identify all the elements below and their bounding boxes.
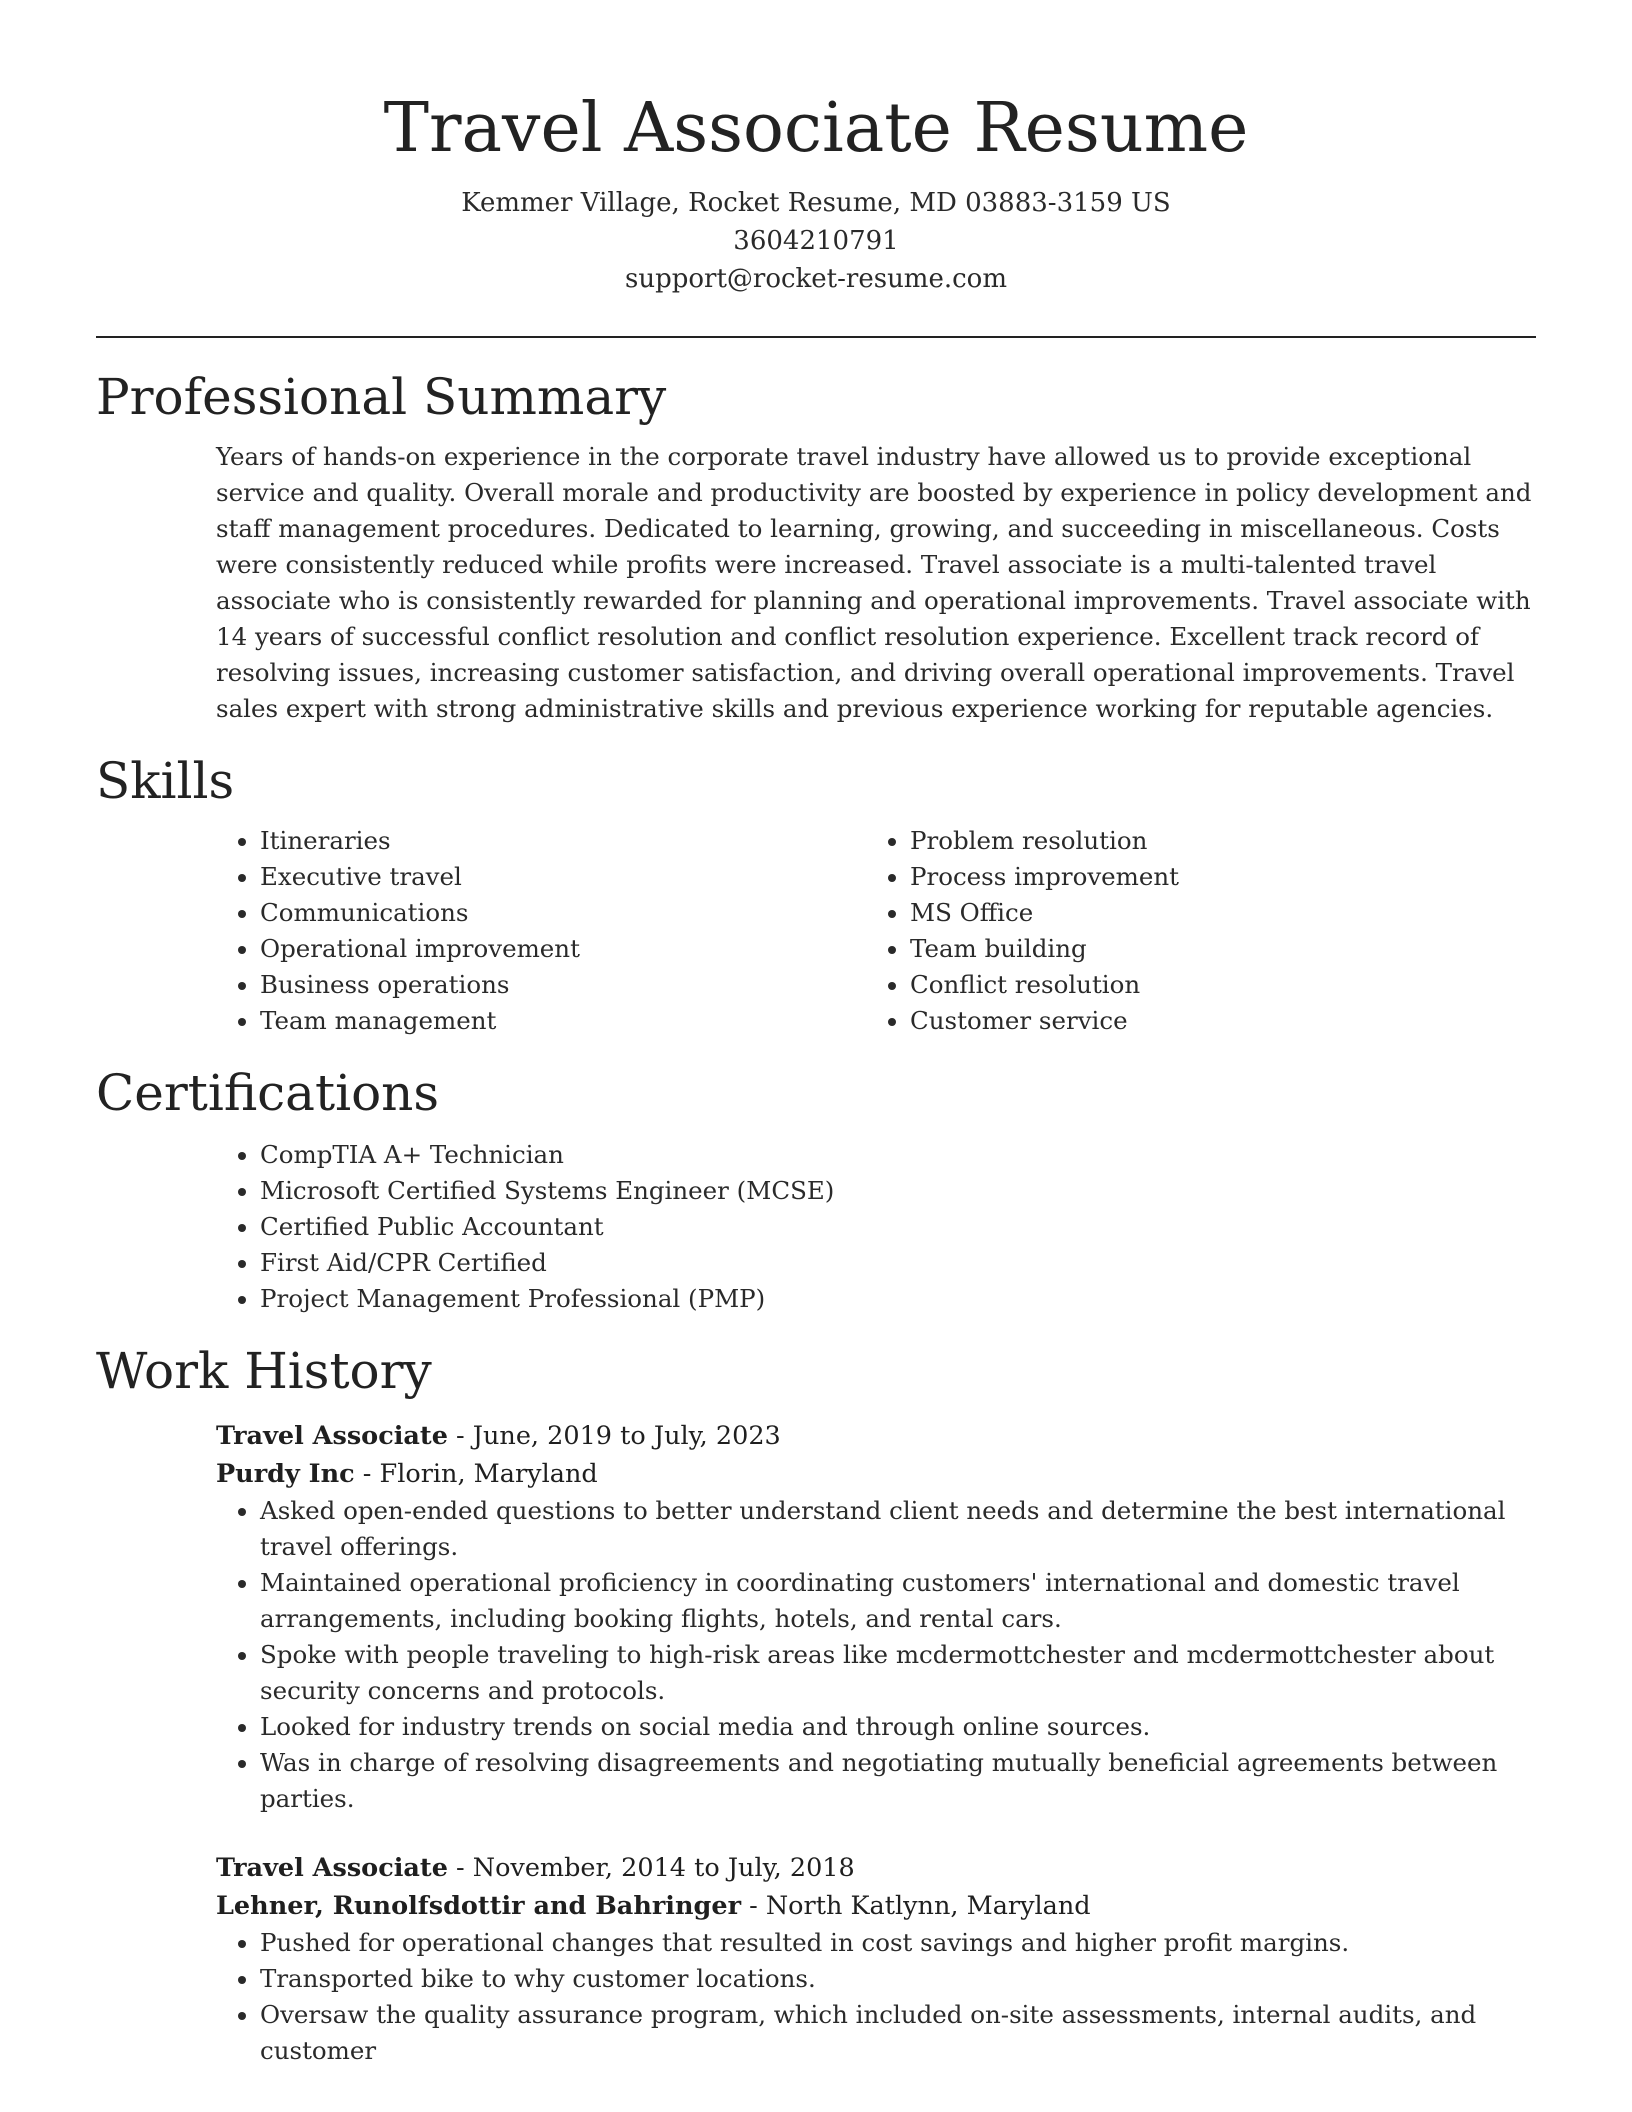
job-location: - Florin, Maryland xyxy=(354,1459,598,1489)
job-duty-item: • Spoke with people traveling to high-risk areas like mcdermottchester and mcdermottchester about security concerns and protocols. xyxy=(260,1637,1536,1709)
skills-column-left xyxy=(216,823,866,1039)
contact-address: Kemmer Village, Rocket Resume, MD 03883-3159 US xyxy=(461,188,1171,218)
job-company: Lehner, Runolfsdottir and Bahringer xyxy=(216,1891,742,1921)
job-role: Travel Associate xyxy=(216,1421,448,1451)
contact-info xyxy=(0,184,1632,298)
job-entry xyxy=(216,1849,1536,2069)
skill-item: • Itineraries xyxy=(260,823,866,859)
job-duty-item: • Was in charge of resolving disagreements and negotiating mutually beneficial agreements between parties. xyxy=(260,1745,1536,1817)
skill-item: • Team management xyxy=(260,1003,866,1039)
skills-list xyxy=(216,823,1536,1039)
work-history-section xyxy=(0,1339,1632,2069)
job-title-line xyxy=(216,1849,1536,1887)
skill-item: • Process improvement xyxy=(910,859,1536,895)
job-duty-item: • Pushed for operational changes that resulted in cost savings and higher profit margins. xyxy=(260,1925,1536,1961)
certification-item: • Microsoft Certified Systems Engineer (MCSE) xyxy=(260,1173,1536,1209)
certifications-list xyxy=(216,1137,1536,1317)
skill-item: • Customer service xyxy=(910,1003,1536,1039)
job-dates: - June, 2019 to July, 2023 xyxy=(447,1421,781,1451)
skills-heading: Skills xyxy=(96,752,235,810)
job-duty-item: • Maintained operational proficiency in coordinating customers' international and domestic travel arrangements, including booking flights, hotels, and rental cars. xyxy=(260,1565,1536,1637)
resume-header xyxy=(0,0,1632,298)
contact-phone: 3604210791 xyxy=(733,226,899,256)
job-location: - North Katlynn, Maryland xyxy=(741,1891,1091,1921)
job-role: Travel Associate xyxy=(216,1853,448,1883)
job-entry xyxy=(216,1417,1536,1817)
job-company: Purdy Inc xyxy=(216,1459,355,1489)
skills-section xyxy=(0,749,1632,1039)
skill-item: • Conflict resolution xyxy=(910,967,1536,1003)
skill-item: • MS Office xyxy=(910,895,1536,931)
skill-item: • Operational improvement xyxy=(260,931,866,967)
certification-item: • First Aid/CPR Certified xyxy=(260,1245,1536,1281)
job-title-line xyxy=(216,1417,1536,1455)
job-dates: - November, 2014 to July, 2018 xyxy=(447,1853,855,1883)
job-company-line xyxy=(216,1887,1536,1925)
job-duty-item: • Looked for industry trends on social media and through online sources. xyxy=(260,1709,1536,1745)
certification-item: • CompTIA A+ Technician xyxy=(260,1137,1536,1173)
job-duties-list xyxy=(216,1493,1536,1817)
job-duty-item: • Transported bike to why customer locations. xyxy=(260,1961,1536,1997)
job-duty-item: • Oversaw the quality assurance program, which included on-site assessments, internal audits, and customer xyxy=(260,1997,1536,2069)
resume-title: Travel Associate Resume xyxy=(383,89,1249,168)
certifications-section xyxy=(0,1061,1632,1317)
certification-item: • Certified Public Accountant xyxy=(260,1209,1536,1245)
job-duty-item: • Asked open-ended questions to better understand client needs and determine the best international travel offerings. xyxy=(260,1493,1536,1565)
summary-heading: Professional Summary xyxy=(96,368,667,426)
certification-item: • Project Management Professional (PMP) xyxy=(260,1281,1536,1317)
certifications-heading: Certifications xyxy=(96,1064,440,1122)
skill-item: • Communications xyxy=(260,895,866,931)
professional-summary-section xyxy=(0,365,1632,727)
skills-column-right xyxy=(866,823,1536,1039)
job-duties-list xyxy=(216,1925,1536,2069)
skill-item: • Problem resolution xyxy=(910,823,1536,859)
job-company-line xyxy=(216,1455,1536,1493)
summary-text: Years of hands-on experience in the corporate travel industry have allowed us to provide exceptional service and quality. Overall morale and productivity are boosted by experience in policy development and staff management procedures. Dedicated to learning, growing, and succeeding in miscellaneous. Costs were consistently reduced while profits were increased. Travel associate is a multi-talented travel associate who is consistently rewarded for planning and operational improvements. Travel associate with 14 years of successful conflict resolution and conflict resolution experience. Excellent track record of resolving issues, increasing customer satisfaction, and driving overall operational improvements. Travel sales expert with strong administrative skills and previous experience working for reputable agencies. xyxy=(216,442,1532,723)
work-history-heading: Work History xyxy=(96,1342,432,1400)
skill-item: • Executive travel xyxy=(260,859,866,895)
header-divider xyxy=(96,336,1536,338)
skill-item: • Business operations xyxy=(260,967,866,1003)
contact-email: support@rocket-resume.com xyxy=(624,264,1007,294)
skill-item: • Team building xyxy=(910,931,1536,967)
